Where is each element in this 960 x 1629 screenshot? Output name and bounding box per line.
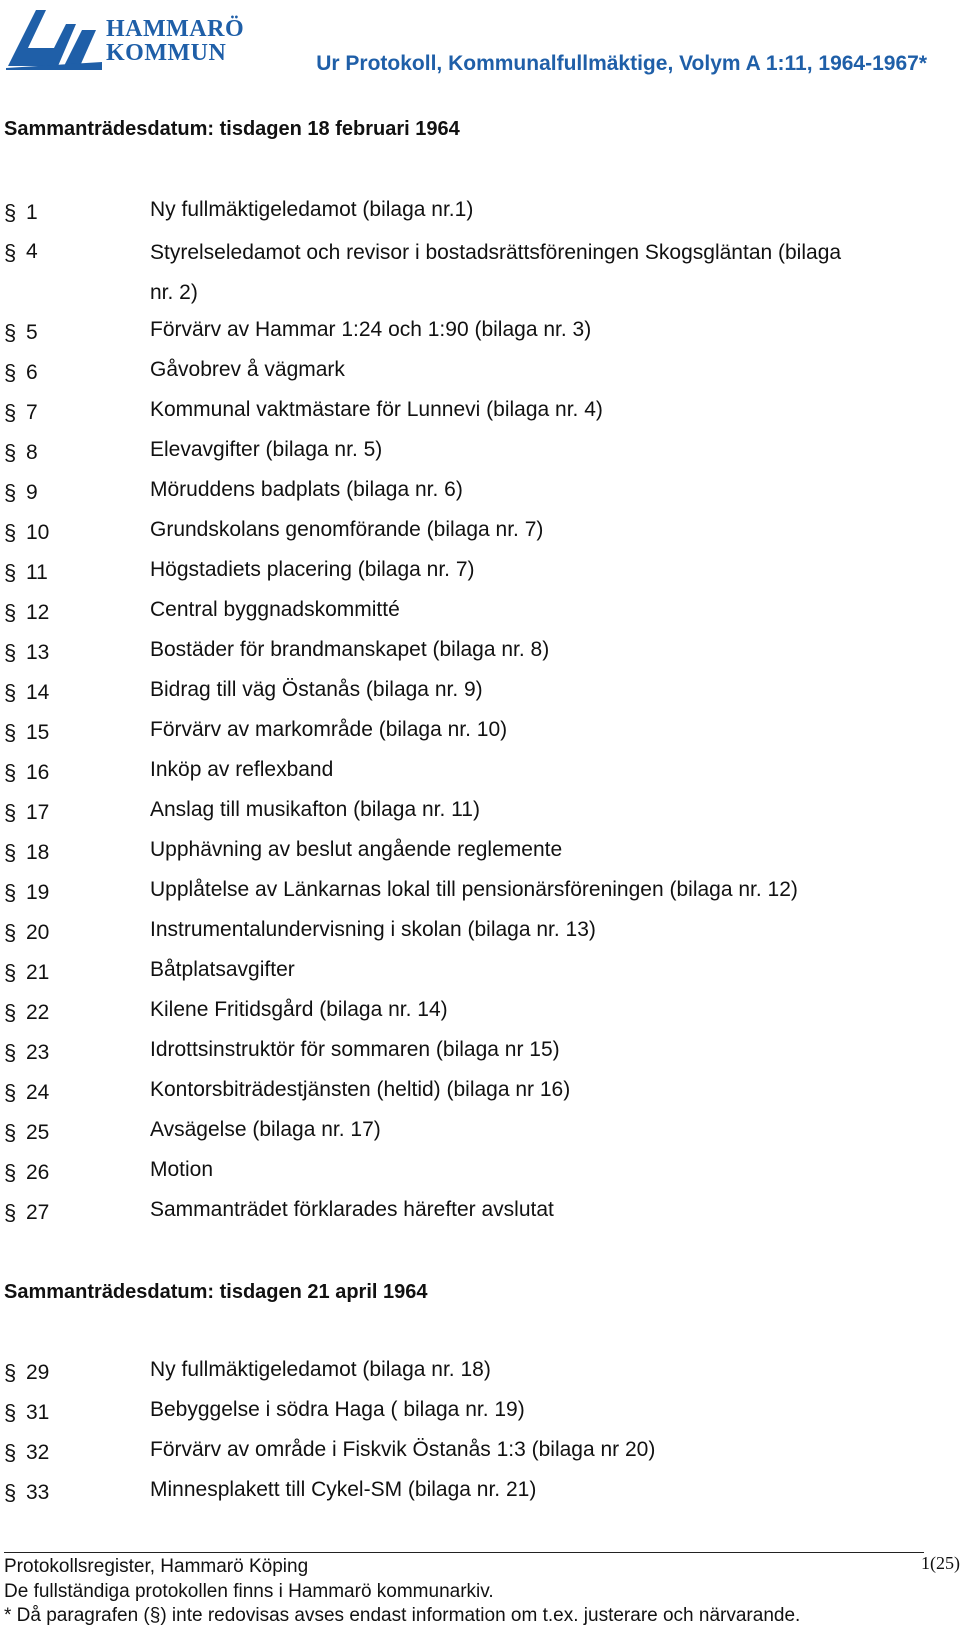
footer-asterisk-note: * Då paragrafen (§) inte redovisas avses endast information om t.ex. justerare och närvarande. bbox=[4, 1605, 801, 1626]
section-symbol: § bbox=[4, 360, 17, 385]
paragraph-number: 9 bbox=[26, 481, 38, 504]
section-symbol: § bbox=[4, 320, 17, 345]
agenda-item bbox=[4, 1193, 934, 1233]
paragraph-title: Anslag till musikafton (bilaga nr. 11) bbox=[150, 797, 480, 821]
paragraph-title: Båtplatsavgifter bbox=[150, 957, 295, 981]
page-number: 1(25) bbox=[921, 1553, 960, 1573]
agenda-item bbox=[4, 1393, 934, 1433]
paragraph-number: 20 bbox=[26, 921, 50, 944]
agenda-item bbox=[4, 753, 934, 793]
hammaro-emblem-icon bbox=[6, 4, 102, 70]
section-symbol: § bbox=[4, 1160, 17, 1185]
paragraph-title: Inköp av reflexband bbox=[150, 757, 334, 781]
paragraph-title: Förvärv av område i Fiskvik Östanås 1:3 (bilaga nr 20) bbox=[150, 1437, 656, 1461]
section-symbol: § bbox=[4, 560, 17, 585]
paragraph-title: Minnesplakett till Cykel-SM (bilaga nr. 21) bbox=[150, 1477, 537, 1501]
agenda-item bbox=[4, 593, 934, 633]
paragraph-number: 24 bbox=[26, 1081, 50, 1104]
agenda-item bbox=[4, 473, 934, 513]
agenda-item bbox=[4, 1033, 934, 1073]
agenda-item bbox=[4, 1353, 934, 1393]
section-symbol: § bbox=[4, 1480, 17, 1505]
paragraph-title: Ny fullmäktigeledamot (bilaga nr.1) bbox=[150, 197, 474, 221]
section-symbol: § bbox=[4, 1080, 17, 1105]
agenda-item bbox=[4, 953, 934, 993]
agenda-item bbox=[4, 193, 934, 233]
section-symbol: § bbox=[4, 440, 17, 465]
paragraph-number: 7 bbox=[26, 401, 38, 424]
paragraph-number: 23 bbox=[26, 1041, 50, 1064]
section-symbol: § bbox=[4, 1000, 17, 1025]
paragraph-title: Gåvobrev å vägmark bbox=[150, 357, 345, 381]
agenda-item bbox=[4, 553, 934, 593]
agenda-list-1 bbox=[4, 193, 934, 1233]
paragraph-number: 11 bbox=[26, 561, 48, 584]
paragraph-title: Upplåtelse av Länkarnas lokal till pensionärsföreningen (bilaga nr. 12) bbox=[150, 877, 798, 901]
agenda-list-2 bbox=[4, 1353, 934, 1513]
agenda-item bbox=[4, 393, 934, 433]
agenda-item bbox=[4, 873, 934, 913]
paragraph-number: 18 bbox=[26, 841, 50, 864]
logo-text-line2: KOMMUN bbox=[106, 40, 227, 66]
paragraph-number: 17 bbox=[26, 801, 50, 824]
paragraph-title: Bidrag till väg Östanås (bilaga nr. 9) bbox=[150, 677, 483, 701]
section-symbol: § bbox=[4, 680, 17, 705]
paragraph-number: 32 bbox=[26, 1441, 50, 1464]
agenda-item bbox=[4, 313, 934, 353]
agenda-item bbox=[4, 913, 934, 953]
section-symbol: § bbox=[4, 1400, 17, 1425]
section-symbol: § bbox=[4, 880, 17, 905]
section-symbol: § bbox=[4, 760, 17, 785]
paragraph-title: Motion bbox=[150, 1157, 214, 1181]
paragraph-title: Central byggnadskommitté bbox=[150, 597, 400, 621]
section-symbol: § bbox=[4, 1440, 17, 1465]
paragraph-number: 5 bbox=[26, 321, 38, 344]
agenda-item bbox=[4, 633, 934, 673]
document-title: Ur Protokoll, Kommunalfullmäktige, Volym A 1:11, 1964-1967* bbox=[316, 52, 927, 75]
paragraph-title: Styrelseledamot och revisor i bostadsrättsföreningen Skogsgläntan (bilaga nr. 2) bbox=[150, 241, 842, 304]
paragraph-number: 8 bbox=[26, 441, 38, 464]
agenda-item bbox=[4, 833, 934, 873]
paragraph-number: 4 bbox=[26, 240, 38, 263]
paragraph-number: 6 bbox=[26, 361, 38, 384]
session-heading-1: Sammanträdesdatum: tisdagen 18 februari 1964 bbox=[4, 118, 460, 140]
paragraph-number: 33 bbox=[26, 1481, 50, 1504]
paragraph-title: Avsägelse (bilaga nr. 17) bbox=[150, 1117, 381, 1141]
agenda-item bbox=[4, 713, 934, 753]
paragraph-title: Upphävning av beslut angående reglemente bbox=[150, 837, 563, 861]
agenda-item bbox=[4, 353, 934, 393]
section-symbol: § bbox=[4, 720, 17, 745]
paragraph-number: 14 bbox=[26, 681, 50, 704]
paragraph-number: 21 bbox=[26, 961, 50, 984]
paragraph-title: Elevavgifter (bilaga nr. 5) bbox=[150, 437, 383, 461]
section-symbol: § bbox=[4, 1040, 17, 1065]
paragraph-title: Ny fullmäktigeledamot (bilaga nr. 18) bbox=[150, 1357, 491, 1381]
paragraph-number: 31 bbox=[26, 1401, 50, 1424]
section-symbol: § bbox=[4, 400, 17, 425]
paragraph-title: Bostäder för brandmanskapet (bilaga nr. 8) bbox=[150, 637, 550, 661]
paragraph-title: Instrumentalundervisning i skolan (bilaga nr. 13) bbox=[150, 917, 596, 941]
footer-archive-note: De fullständiga protokollen finns i Hammarö kommunarkiv. bbox=[4, 1581, 494, 1602]
paragraph-number: 26 bbox=[26, 1161, 50, 1184]
agenda-item bbox=[4, 433, 934, 473]
paragraph-title: Bebyggelse i södra Haga ( bilaga nr. 19) bbox=[150, 1397, 525, 1421]
section-symbol: § bbox=[4, 480, 17, 505]
agenda-item bbox=[4, 793, 934, 833]
section-symbol: § bbox=[4, 840, 17, 865]
paragraph-title: Sammanträdet förklarades härefter avslutat bbox=[150, 1197, 554, 1221]
paragraph-title: Högstadiets placering (bilaga nr. 7) bbox=[150, 557, 475, 581]
section-symbol: § bbox=[4, 920, 17, 945]
section-symbol: § bbox=[4, 1360, 17, 1385]
agenda-item bbox=[4, 513, 934, 553]
paragraph-title: Kilene Fritidsgård (bilaga nr. 14) bbox=[150, 997, 448, 1021]
paragraph-number: 1 bbox=[26, 201, 38, 224]
agenda-item bbox=[4, 233, 934, 313]
agenda-item bbox=[4, 1113, 934, 1153]
paragraph-title: Förvärv av Hammar 1:24 och 1:90 (bilaga nr. 3) bbox=[150, 317, 592, 341]
section-symbol: § bbox=[4, 1200, 17, 1225]
agenda-item bbox=[4, 1153, 934, 1193]
paragraph-title: Grundskolans genomförande (bilaga nr. 7) bbox=[150, 517, 544, 541]
paragraph-number: 22 bbox=[26, 1001, 50, 1024]
paragraph-title: Förvärv av markområde (bilaga nr. 10) bbox=[150, 717, 508, 741]
agenda-item bbox=[4, 1433, 934, 1473]
paragraph-title: Kontorsbiträdestjänsten (heltid) (bilaga nr 16) bbox=[150, 1077, 571, 1101]
session-heading-2: Sammanträdesdatum: tisdagen 21 april 1964 bbox=[4, 1281, 428, 1303]
paragraph-title: Möruddens badplats (bilaga nr. 6) bbox=[150, 477, 463, 501]
paragraph-number: 12 bbox=[26, 601, 50, 624]
agenda-item bbox=[4, 673, 934, 713]
agenda-item bbox=[4, 1073, 934, 1113]
paragraph-number: 16 bbox=[26, 761, 50, 784]
paragraph-number: 15 bbox=[26, 721, 50, 744]
agenda-item bbox=[4, 1473, 934, 1513]
paragraph-number: 25 bbox=[26, 1121, 50, 1144]
section-symbol: § bbox=[4, 240, 17, 265]
footer-divider bbox=[4, 1552, 924, 1553]
section-symbol: § bbox=[4, 600, 17, 625]
section-symbol: § bbox=[4, 1120, 17, 1145]
paragraph-number: 13 bbox=[26, 641, 50, 664]
agenda-item bbox=[4, 993, 934, 1033]
footer-register-name: Protokollsregister, Hammarö Köping bbox=[4, 1556, 309, 1577]
section-symbol: § bbox=[4, 960, 17, 985]
paragraph-title: Kommunal vaktmästare för Lunnevi (bilaga nr. 4) bbox=[150, 397, 603, 421]
paragraph-number: 27 bbox=[26, 1201, 50, 1224]
section-symbol: § bbox=[4, 640, 17, 665]
section-symbol: § bbox=[4, 520, 17, 545]
section-symbol: § bbox=[4, 800, 17, 825]
paragraph-number: 29 bbox=[26, 1361, 50, 1384]
municipality-logo bbox=[6, 4, 266, 74]
paragraph-number: 10 bbox=[26, 521, 50, 544]
logo-text-line1: HAMMARÖ bbox=[106, 16, 245, 42]
section-symbol: § bbox=[4, 200, 17, 225]
paragraph-title: Idrottsinstruktör för sommaren (bilaga nr 15) bbox=[150, 1037, 560, 1061]
paragraph-number: 19 bbox=[26, 881, 50, 904]
